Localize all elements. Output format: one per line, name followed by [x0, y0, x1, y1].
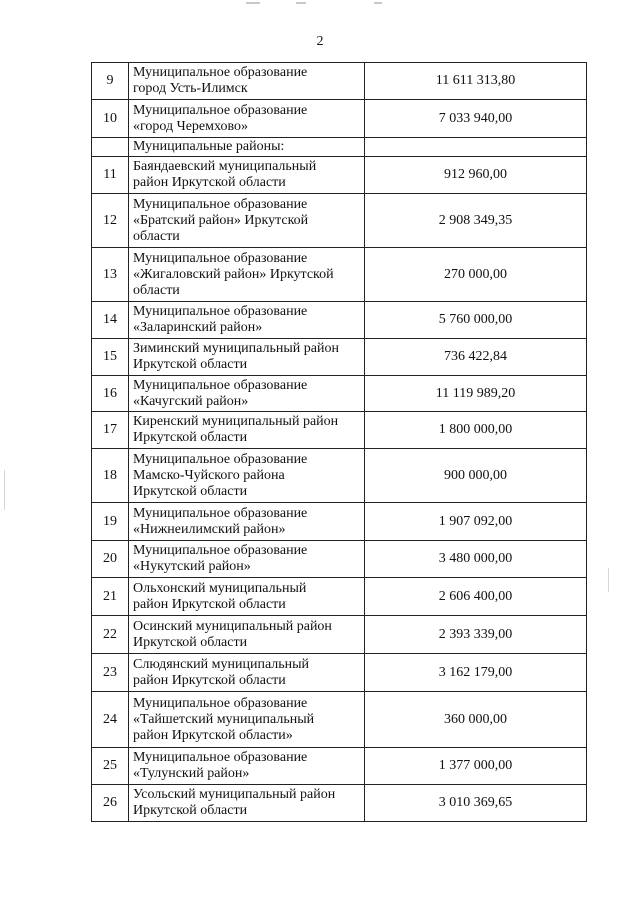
table-row — [92, 654, 587, 692]
row-number: 12 — [92, 194, 129, 248]
amount-cell: 2 908 349,35 — [365, 194, 587, 248]
municipality-name: Муниципальное образование «Качугский район» — [129, 376, 365, 412]
municipality-name: Муниципальное образование «Братский район» Иркутской области — [129, 194, 365, 248]
row-number: 11 — [92, 157, 129, 194]
row-number: 22 — [92, 616, 129, 654]
scan-artifact-mark — [608, 568, 609, 592]
amount-cell: 270 000,00 — [365, 248, 587, 302]
table-row — [92, 541, 587, 578]
row-number: 14 — [92, 302, 129, 339]
row-number: 20 — [92, 541, 129, 578]
amount-cell: 2 606 400,00 — [365, 578, 587, 616]
row-number: 18 — [92, 449, 129, 503]
municipality-name: Муниципальное образование город Усть-Илимск — [129, 63, 365, 100]
municipality-name: Муниципальное образование «город Черемхово» — [129, 100, 365, 138]
section-row — [92, 138, 587, 157]
row-number: 9 — [92, 63, 129, 100]
row-number: 19 — [92, 503, 129, 541]
row-number: 23 — [92, 654, 129, 692]
municipality-name: Осинский муниципальный район Иркутской области — [129, 616, 365, 654]
municipality-name: Муниципальное образование Мамско-Чуйского района Иркутской области — [129, 449, 365, 503]
row-number: 21 — [92, 578, 129, 616]
municipality-name: Усольский муниципальный район Иркутской области — [129, 785, 365, 822]
row-number: 13 — [92, 248, 129, 302]
table-row — [92, 339, 587, 376]
scan-artifact-mark — [4, 470, 5, 510]
row-number: 15 — [92, 339, 129, 376]
table-row — [92, 748, 587, 785]
row-number: 16 — [92, 376, 129, 412]
table-row — [92, 376, 587, 412]
amount-cell: 360 000,00 — [365, 692, 587, 748]
amount-cell: 3 480 000,00 — [365, 541, 587, 578]
row-number: 26 — [92, 785, 129, 822]
table-row — [92, 157, 587, 194]
row-number: 17 — [92, 412, 129, 449]
allocation-table — [91, 62, 587, 822]
amount-cell: 900 000,00 — [365, 449, 587, 503]
table-row — [92, 194, 587, 248]
section-label: Муниципальные районы: — [129, 138, 365, 157]
table-row — [92, 63, 587, 100]
table-row — [92, 578, 587, 616]
amount-cell: 1 377 000,00 — [365, 748, 587, 785]
municipality-name: Муниципальное образование «Нукутский район» — [129, 541, 365, 578]
municipality-name: Муниципальное образование «Тайшетский муниципальный район Иркутской области» — [129, 692, 365, 748]
amount-cell: 736 422,84 — [365, 339, 587, 376]
amount-cell: 11 611 313,80 — [365, 63, 587, 100]
table-row — [92, 449, 587, 503]
table-row — [92, 785, 587, 822]
amount-cell: 3 162 179,00 — [365, 654, 587, 692]
amount-cell: 1 800 000,00 — [365, 412, 587, 449]
municipality-name: Слюдянский муниципальный район Иркутской области — [129, 654, 365, 692]
amount-cell: 1 907 092,00 — [365, 503, 587, 541]
amount-cell: 11 119 989,20 — [365, 376, 587, 412]
table-row — [92, 100, 587, 138]
amount-cell: 7 033 940,00 — [365, 100, 587, 138]
amount-cell: 912 960,00 — [365, 157, 587, 194]
amount-cell — [365, 138, 587, 157]
municipality-name: Ольхонский муниципальный район Иркутской области — [129, 578, 365, 616]
municipality-name: Муниципальное образование «Тулунский район» — [129, 748, 365, 785]
amount-cell: 5 760 000,00 — [365, 302, 587, 339]
municipality-name: Баяндаевский муниципальный район Иркутской области — [129, 157, 365, 194]
table-row — [92, 503, 587, 541]
row-number — [92, 138, 129, 157]
page-number: 2 — [316, 34, 324, 49]
municipality-name: Муниципальное образование «Заларинский район» — [129, 302, 365, 339]
scan-artifact-mark — [246, 2, 260, 4]
table-row — [92, 302, 587, 339]
municipality-name: Киренский муниципальный район Иркутской области — [129, 412, 365, 449]
scan-artifact-mark — [296, 2, 306, 4]
table-row — [92, 412, 587, 449]
municipality-name: Муниципальное образование «Жигаловский район» Иркутской области — [129, 248, 365, 302]
row-number: 10 — [92, 100, 129, 138]
row-number: 25 — [92, 748, 129, 785]
municipality-name: Муниципальное образование «Нижнеилимский район» — [129, 503, 365, 541]
table-row — [92, 248, 587, 302]
amount-cell: 3 010 369,65 — [365, 785, 587, 822]
municipality-name: Зиминский муниципальный район Иркутской области — [129, 339, 365, 376]
scan-artifact-mark — [374, 2, 382, 4]
table-row — [92, 692, 587, 748]
amount-cell: 2 393 339,00 — [365, 616, 587, 654]
row-number: 24 — [92, 692, 129, 748]
table-row — [92, 616, 587, 654]
